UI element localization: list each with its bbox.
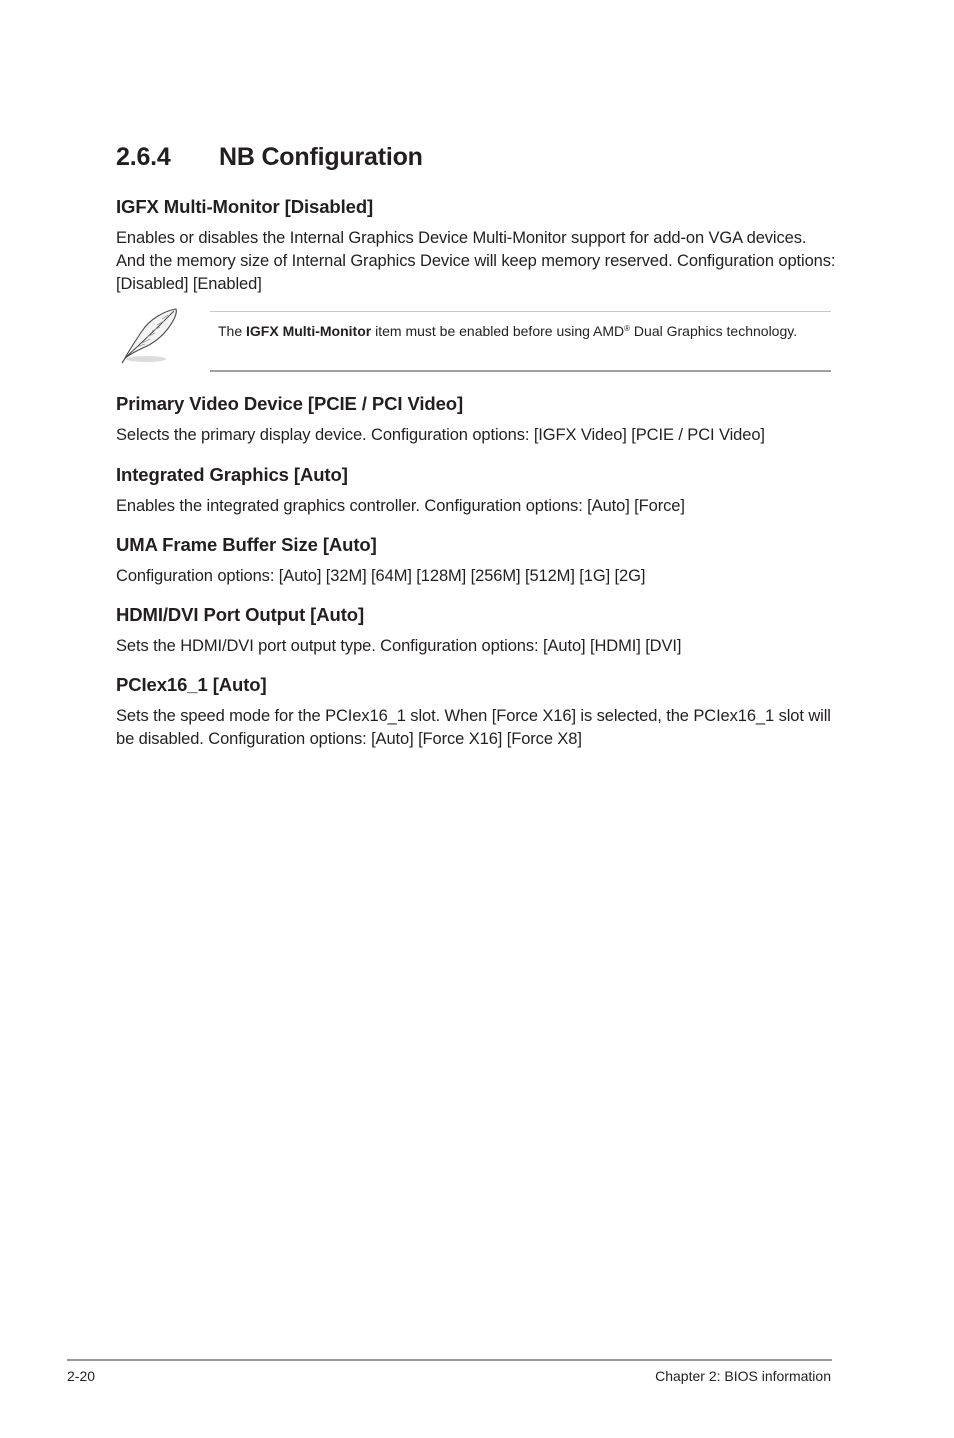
item-description: Enables or disables the Internal Graphics Device Multi-Monitor support for add-on VGA devices. And the memory size of Internal Graphics Device will keep memory reserved. Configuration options: [Disabled] [Enabled] [116,229,836,293]
section-number: 2.6.4 [116,143,171,171]
bios-item-hdmi-dvi-port-output [116,604,836,658]
bios-item-pciex16-1 [116,674,836,751]
registered-mark: ® [624,324,631,333]
section-title-text: NB Configuration [219,143,423,171]
note-text-end: Dual Graphics technology. [630,323,798,339]
item-heading: IGFX Multi-Monitor [Disabled] [116,196,374,217]
note-bold-term: IGFX Multi-Monitor [246,323,372,339]
footer-divider [67,1359,832,1361]
note-callout [116,305,832,373]
bios-item-igfx-multi-monitor [116,196,836,296]
item-heading: PCIex16_1 [Auto] [116,674,267,695]
bios-item-primary-video-device [116,393,836,447]
item-heading: HDMI/DVI Port Output [Auto] [116,604,365,625]
note-text-start: The [218,323,247,339]
item-description: Sets the speed mode for the PCIex16_1 slot. When [Force X16] is selected, the PCIex16_1 slot will be disabled. Configuration options: [Auto] [Force X16] [Force X8] [116,707,831,748]
section-title [116,143,423,172]
note-box [210,311,831,372]
item-description: Configuration options: [Auto] [32M] [64M] [128M] [256M] [512M] [1G] [2G] [116,567,646,585]
item-heading: Primary Video Device [PCIE / PCI Video] [116,393,464,414]
bios-item-uma-frame-buffer-size [116,534,836,588]
note-text [218,321,818,341]
item-description: Enables the integrated graphics controller. Configuration options: [Auto] [Force] [116,497,685,515]
bios-item-integrated-graphics [116,464,836,518]
footer-page-number: 2-20 [67,1368,96,1384]
item-description: Sets the HDMI/DVI port output type. Configuration options: [Auto] [HDMI] [DVI] [116,637,682,655]
footer-chapter-title: Chapter 2: BIOS information [655,1368,831,1384]
feather-pen-icon [116,305,186,367]
note-text-middle: item must be enabled before using AMD [371,323,625,339]
item-heading: UMA Frame Buffer Size [Auto] [116,534,377,555]
item-description: Selects the primary display device. Configuration options: [IGFX Video] [PCIE / PCI Video] [116,426,765,444]
item-heading: Integrated Graphics [Auto] [116,464,348,485]
